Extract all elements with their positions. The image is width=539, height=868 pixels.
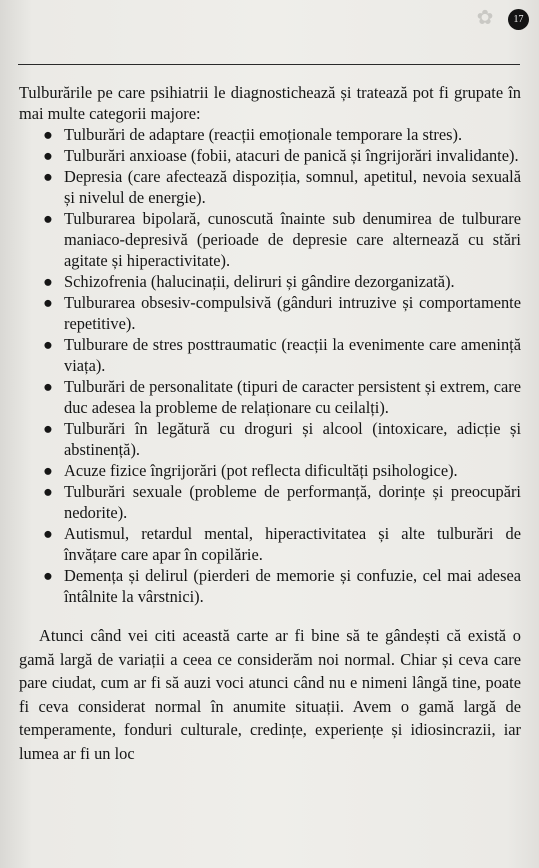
list-item: ● Tulburarea bipolară, cunoscută înainte sub denumirea de tulburare maniaco-depresivă (perioade de depresie care alternează cu stări agitate și hiperactivitate). — [43, 209, 521, 270]
body-text — [19, 82, 521, 765]
list-item: ● Tulburări sexuale (probleme de performanță, dorințe și preocupări nedorite). — [43, 482, 521, 522]
list-item: ● Tulburări de personalitate (tipuri de caracter persistent și extrem, care duc adesea la probleme de relaționare cu ceilalți). — [43, 377, 521, 417]
bullet-icon: ● — [43, 524, 53, 543]
list-item: ● Demența și delirul (pierderi de memorie și confuzie, cel mai adesea întâlnite la vârstnici). — [43, 566, 521, 606]
bullet-icon: ● — [43, 335, 53, 354]
bullet-icon: ● — [43, 482, 53, 501]
header-rule — [18, 64, 520, 65]
closing-paragraph: Atunci când vei citi această carte ar fi bine să te gândești că există o gamă largă de variații a ceea ce considerăm noi normal. Chiar și ceva care pare ciudat, cum ar fi să auzi voci atunci când nu e nimeni lângă tine, poate fi ceva considerat normal în anumite situații. Avem o gamă largă de temperamente, fonduri culturale, credințe, experiențe și idiosincrazii, iar lumea ar fi un loc — [19, 626, 521, 763]
bullet-icon: ● — [43, 146, 53, 165]
bullet-icon: ● — [43, 209, 53, 228]
page-number: 17 — [508, 9, 529, 30]
list-item: ● Acuze fizice îngrijorări (pot reflecta dificultăți psihologice). — [43, 461, 458, 480]
list-item: ● Tulburări de adaptare (reacții emoționale temporare la stres). — [43, 125, 463, 144]
bullet-icon: ● — [43, 293, 53, 312]
list-item: ● Depresia (care afectează dispoziția, somnul, apetitul, nevoia sexuală și nivelul de energie). — [43, 167, 521, 207]
publisher-mark-icon: ✿ — [476, 7, 494, 29]
bullet-icon: ● — [43, 419, 53, 438]
list-item: ● Tulburare de stres posttraumatic (reacții la evenimente care amenință viața). — [43, 335, 521, 375]
disorder-category-list — [19, 124, 521, 607]
list-item: ● Schizofrenia (halucinații, deliruri și gândire dezorganizată). — [43, 272, 455, 291]
bullet-icon: ● — [43, 377, 53, 396]
bullet-icon: ● — [43, 461, 53, 480]
list-item: ● Tulburări în legătură cu droguri și alcool (intoxicare, adicție și abstinență). — [43, 419, 521, 459]
bullet-icon: ● — [43, 125, 53, 144]
list-item: ● Tulburarea obsesiv-compulsivă (gânduri intruzive și comportamente repetitive). — [43, 293, 521, 333]
list-item: ● Tulburări anxioase (fobii, atacuri de panică și îngrijorări invalidante). — [43, 146, 519, 165]
bleed-through-header — [170, 4, 430, 38]
intro-paragraph: Tulburările pe care psihiatrii le diagnostichează și tratează pot fi grupate în mai multe categorii majore: — [19, 83, 521, 123]
bullet-icon: ● — [43, 167, 53, 186]
list-item: ● Autismul, retardul mental, hiperactivitatea și alte tulburări de învățare care apar în copilărie. — [43, 524, 521, 564]
bullet-icon: ● — [43, 272, 53, 291]
bullet-icon: ● — [43, 566, 53, 585]
